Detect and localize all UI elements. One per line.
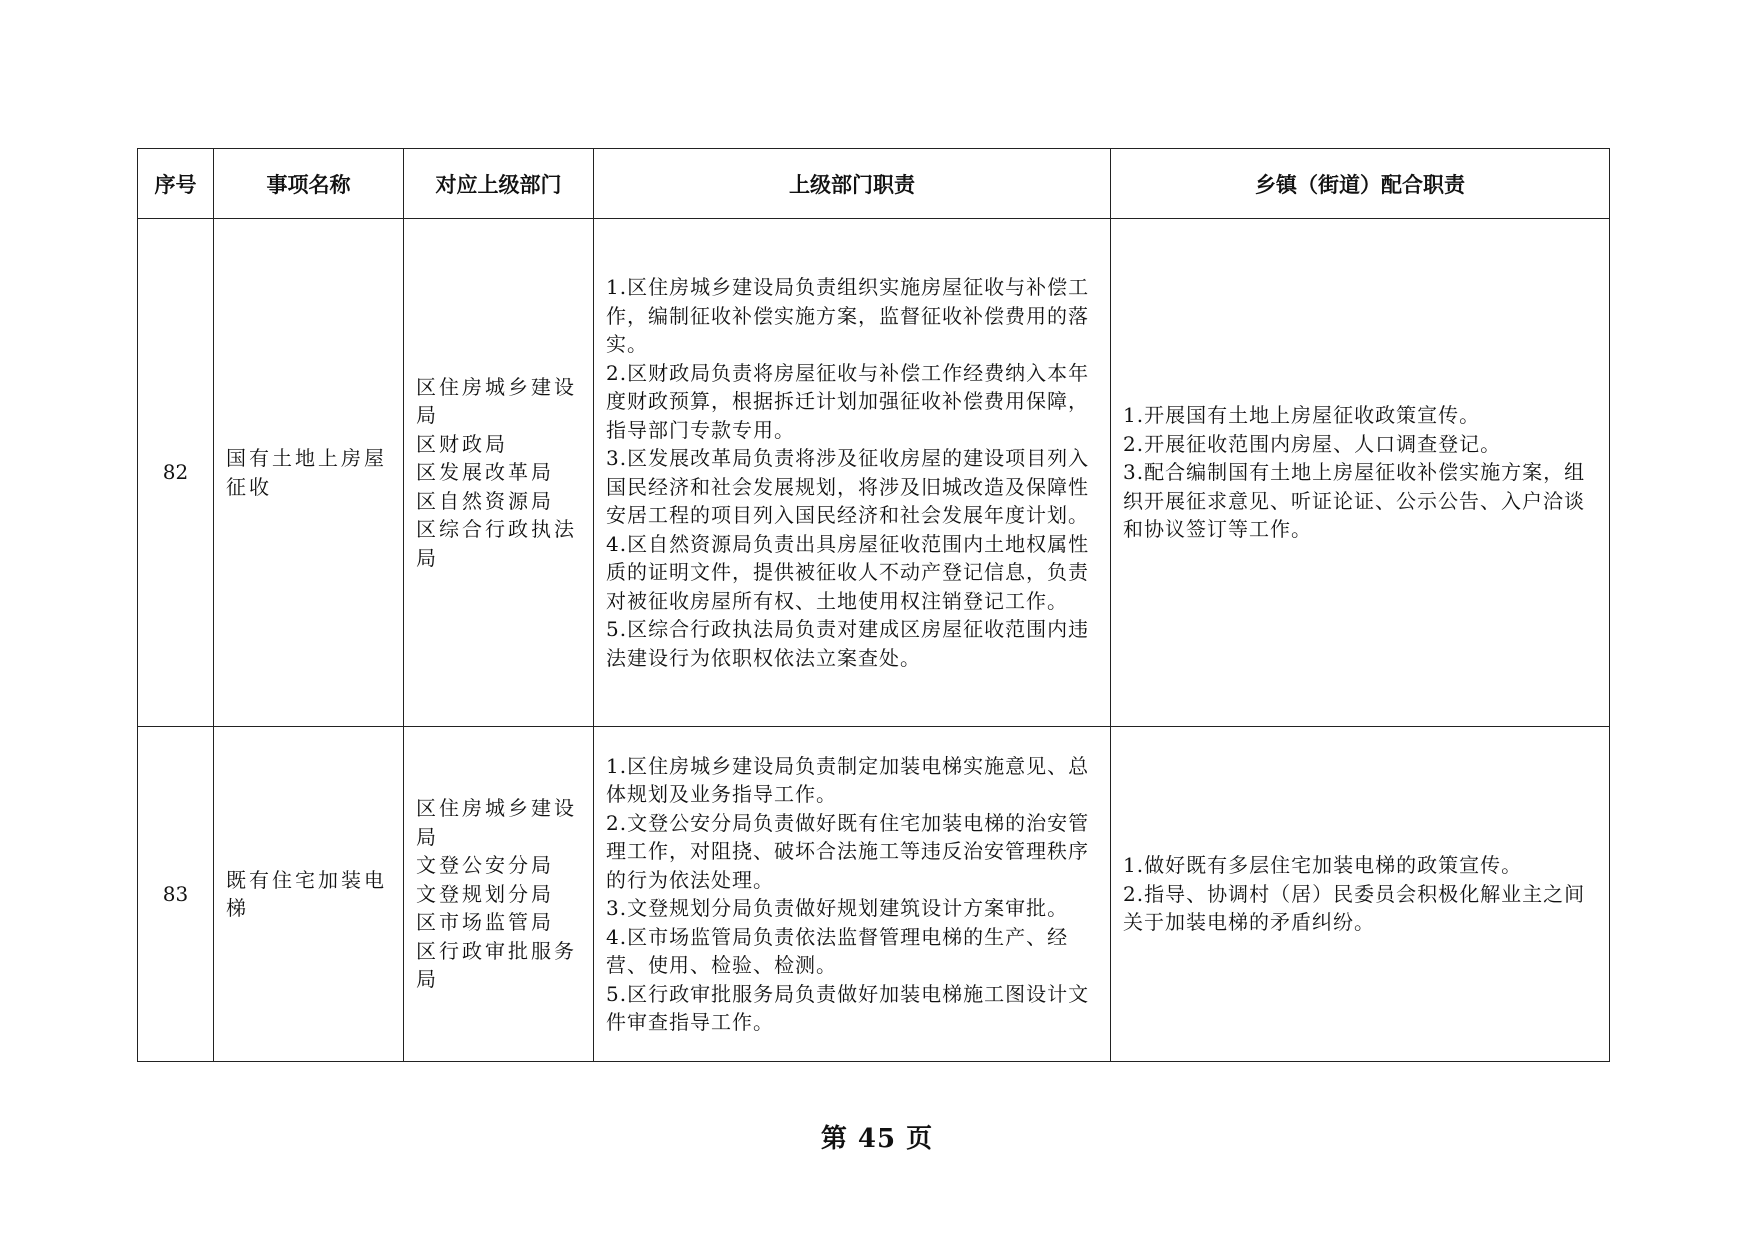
duty-item: 5.区行政审批服务局负责做好加装电梯施工图设计文件审查指导工作。	[606, 981, 1090, 1034]
department-item: 区财政局	[416, 431, 508, 456]
duty-item: 1.区住房城乡建设局负责制定加装电梯实施意见、总体规划及业务指导工作。	[606, 753, 1090, 806]
duty-item: 5.区综合行政执法局负责对建成区房屋征收范围内违法建设行为依职权依法立案查处。	[606, 617, 1090, 670]
item-name: 国有土地上房屋征收	[214, 219, 404, 727]
department-item: 区市场监管局	[416, 910, 554, 935]
header-department: 对应上级部门	[404, 149, 594, 219]
department-duty-list	[594, 219, 1111, 727]
department-duty-list	[594, 727, 1111, 1062]
header-item-name: 事项名称	[214, 149, 404, 219]
town-duty-list	[1111, 219, 1610, 727]
department-item: 区住房城乡建设局	[416, 796, 577, 849]
page-number: 第 45 页	[820, 1124, 934, 1154]
town-duty-item: 2.开展征收范围内房屋、人口调查登记。	[1123, 431, 1502, 456]
duty-item: 3.区发展改革局负责将涉及征收房屋的建设项目列入国民经济和社会发展规划，将涉及旧城改造及保障性安居工程的项目列入国民经济和社会发展年度计划。	[606, 446, 1090, 527]
duty-item: 3.文登规划分局负责做好规划建筑设计方案审批。	[606, 896, 1069, 920]
header-row	[138, 149, 1610, 219]
department-list	[404, 727, 594, 1062]
duty-item: 4.区市场监管局负责依法监督管理电梯的生产、经营、使用、检验、检测。	[606, 924, 1069, 977]
department-item: 文登规划分局	[416, 881, 554, 906]
header-no: 序号	[138, 149, 214, 219]
department-item: 区综合行政执法局	[416, 517, 577, 570]
department-list	[404, 219, 594, 727]
item-name: 既有住宅加装电梯	[214, 727, 404, 1062]
duty-item: 2.文登公安分局负责做好既有住宅加装电梯的治安管理工作，对阻挠、破坏合法施工等违反治安管理秩序的行为依法处理。	[606, 810, 1090, 892]
duty-table	[137, 148, 1610, 1062]
header-town-duty: 乡镇（街道）配合职责	[1111, 149, 1610, 219]
department-item: 文登公安分局	[416, 853, 554, 878]
department-item: 区自然资源局	[416, 488, 554, 513]
department-item: 区行政审批服务局	[416, 938, 577, 992]
table-row	[138, 219, 1610, 727]
header-department-duty: 上级部门职责	[594, 149, 1111, 219]
row-number: 83	[138, 727, 214, 1062]
row-number: 82	[138, 219, 214, 727]
duty-item: 1.区住房城乡建设局负责组织实施房屋征收与补偿工作，编制征收补偿实施方案，监督征收补偿费用的落实。	[606, 275, 1090, 356]
town-duty-item: 1.开展国有土地上房屋征收政策宣传。	[1123, 403, 1481, 428]
duty-item: 4.区自然资源局负责出具房屋征收范围内土地权属性质的证明文件，提供被征收人不动产登记信息，负责对被征收房屋所有权、土地使用权注销登记工作。	[606, 531, 1090, 613]
town-duty-item: 3.配合编制国有土地上房屋征收补偿实施方案，组织开展征求意见、听证论证、公示公告、入户洽谈和协议签订等工作。	[1123, 460, 1586, 542]
department-item: 区住房城乡建设局	[416, 374, 577, 428]
department-item: 区发展改革局	[416, 460, 554, 485]
duty-item: 2.区财政局负责将房屋征收与补偿工作经费纳入本年度财政预算，根据拆迁计划加强征收补偿费用保障，指导部门专款专用。	[606, 360, 1090, 442]
town-duty-item: 2.指导、协调村（居）民委员会积极化解业主之间关于加装电梯的矛盾纠纷。	[1123, 881, 1586, 935]
table-row	[138, 727, 1610, 1062]
town-duty-item: 1.做好既有多层住宅加装电梯的政策宣传。	[1123, 853, 1523, 878]
town-duty-list	[1111, 727, 1610, 1062]
